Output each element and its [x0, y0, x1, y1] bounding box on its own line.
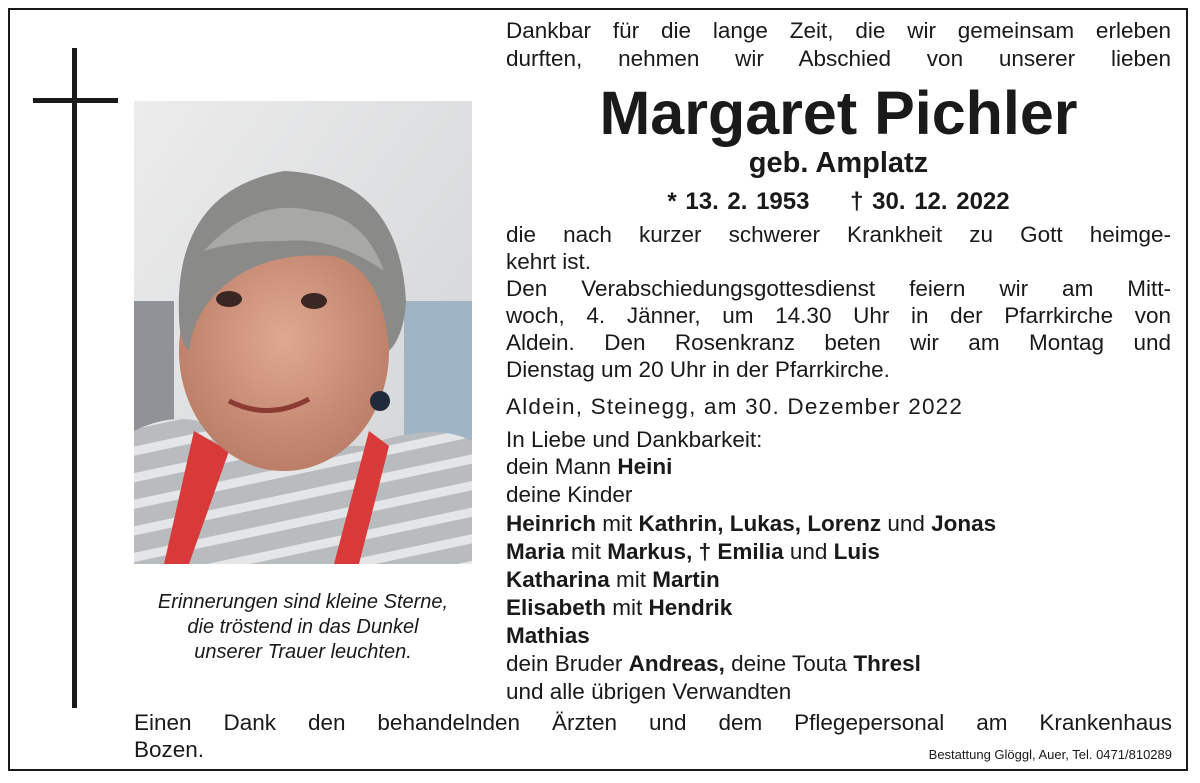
mourner-name: Martin [652, 567, 720, 592]
mourner-name: Kathrin, Lukas, Lorenz [638, 511, 882, 536]
text: und [783, 539, 834, 564]
mourner-name: Katharina [506, 567, 610, 592]
quote-line: unserer Trauer leuchten. [194, 641, 412, 663]
mourner-line: und alle übrigen Verwandten [506, 679, 792, 704]
mourners-intro: In Liebe und Dankbarkeit: [506, 427, 763, 452]
mourner-line [506, 594, 1171, 621]
text: mit [564, 539, 608, 564]
mourner-name: Elisabeth [506, 595, 607, 620]
mourner-name: Markus, † Emilia [607, 539, 784, 564]
body-line: Den Verabschiedungsgottesdienst feiern wir am Mitt- [506, 276, 1171, 301]
mourner-name: Luis [833, 539, 880, 564]
text: mit [609, 567, 653, 592]
portrait-photo [134, 101, 472, 564]
mourner-name: Thresl [853, 651, 921, 676]
intro-line: Dankbar für die lange Zeit, die wir gemeinsam erleben [506, 18, 1171, 43]
mourner-line [506, 650, 1171, 677]
mourner-name: Andreas, [628, 651, 725, 676]
mourner-name: Heini [617, 454, 673, 479]
memorial-quote [118, 590, 488, 665]
mourner-name: Maria [506, 539, 565, 564]
mourner-line [506, 538, 1171, 565]
mourner-name: Jonas [931, 511, 997, 536]
mourner-name: Hendrik [648, 595, 733, 620]
thanks-line: Einen Dank den behandelnden Ärzten und dem Pflegepersonal am Krankenhaus [134, 710, 1172, 735]
mourner-line [506, 453, 1171, 480]
intro-line: durften, nehmen wir Abschied von unserer lieben [506, 46, 1171, 71]
text: dein Mann [506, 454, 618, 479]
body-line: Dienstag um 20 Uhr in der Pfarrkirche. [506, 357, 890, 382]
text: mit [606, 595, 649, 620]
quote-line: die tröstend in das Dunkel [187, 616, 419, 638]
death-date: † 30. 12. 2022 [850, 188, 1010, 215]
cross-icon [72, 48, 77, 708]
mourner-line [506, 510, 1171, 537]
text: deine Touta [724, 651, 854, 676]
text: mit [596, 511, 639, 536]
thanks-line: Bozen. [134, 737, 205, 762]
body-line: Aldein. Den Rosenkranz beten wir am Montag und [506, 330, 1171, 355]
mourner-name: Heinrich [506, 511, 597, 536]
cross-icon-bar [33, 98, 118, 103]
text: dein Bruder [506, 651, 629, 676]
maiden-name: geb. Amplatz [748, 147, 929, 179]
quote-line: Erinnerungen sind kleine Sterne, [157, 591, 449, 613]
mourner-line [506, 566, 1171, 593]
mourner-line: deine Kinder [506, 482, 633, 507]
text: und [881, 511, 932, 536]
undertaker-info: Bestattung Glöggl, Auer, Tel. 0471/810289 [928, 747, 1172, 762]
birth-date: * 13. 2. 1953 [667, 188, 810, 215]
life-dates [506, 187, 1171, 217]
place-date: Aldein, Steinegg, am 30. Dezember 2022 [506, 394, 964, 419]
body-line: kehrt ist. [506, 249, 592, 274]
deceased-name: Margaret Pichler [599, 79, 1078, 147]
body-line: die nach kurzer schwerer Krankheit zu Gott heimge- [506, 222, 1171, 247]
body-line: woch, 4. Jänner, um 14.30 Uhr in der Pfarrkirche von [506, 303, 1171, 328]
mourner-line: Mathias [506, 623, 590, 648]
